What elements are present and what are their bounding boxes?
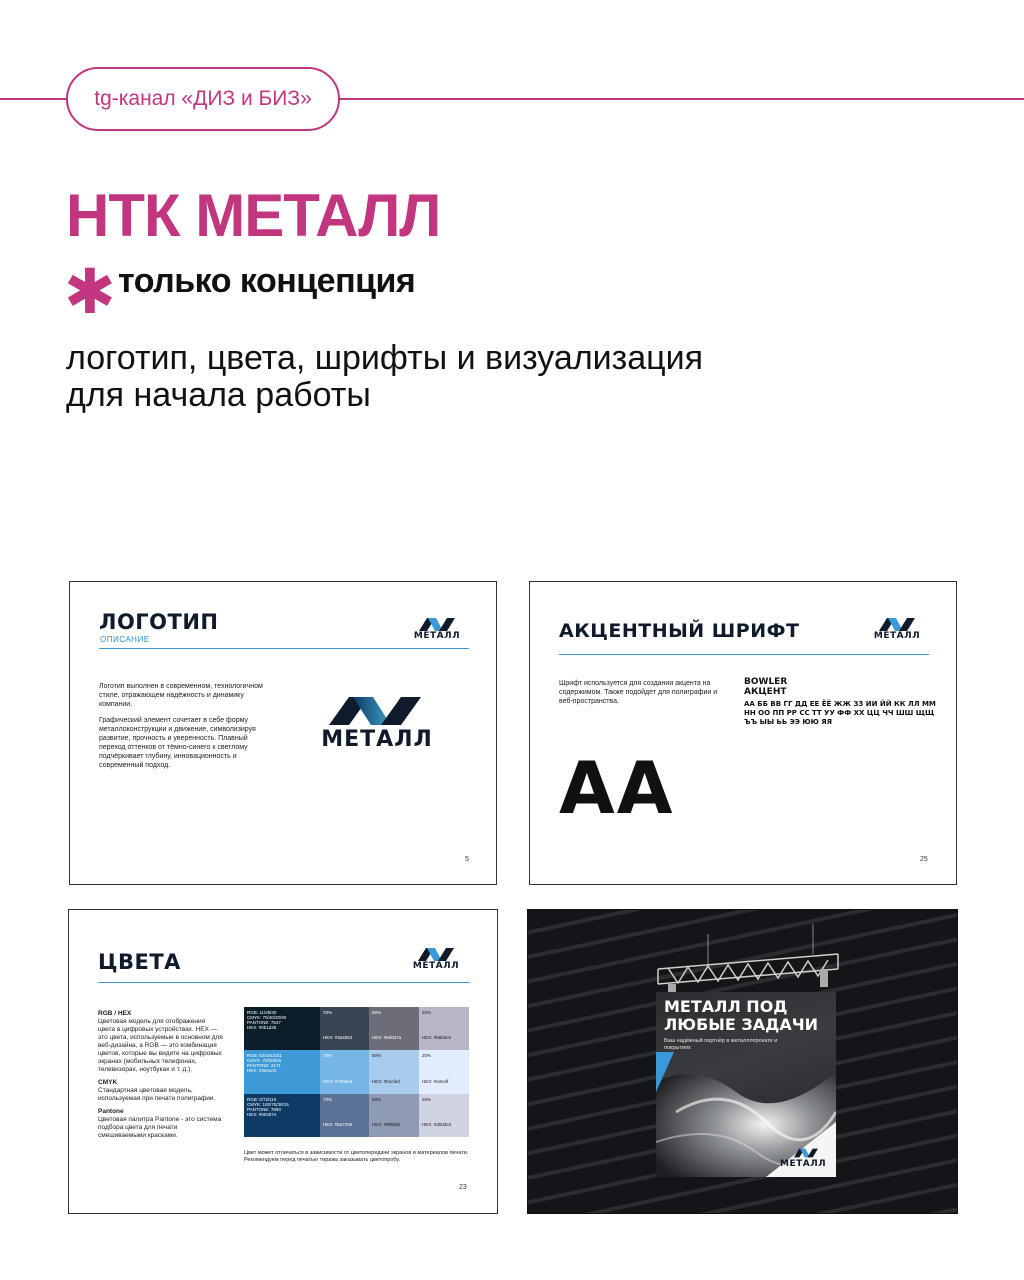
page-title: НТК МЕТАЛЛ <box>66 182 441 249</box>
tint-hex: HEX: #6d6d7a <box>372 1035 402 1041</box>
color-swatch-tint <box>320 1094 369 1137</box>
pantone-title: Pantone <box>98 1108 124 1115</box>
poster-title: МЕТАЛЛ ПОД ЛЮБЫЕ ЗАДАЧИ <box>664 997 819 1034</box>
tint-percent: 20% <box>422 1053 432 1059</box>
slide-heading: ЛОГОТИП <box>99 610 219 634</box>
logo-mark-icon <box>794 1148 818 1158</box>
font-family-name: BOWLER <box>744 677 788 687</box>
tint-hex: HEX: #b6b6c5 <box>422 1035 452 1041</box>
description-line-1: логотип, цвета, шрифты и визуализация <box>66 339 704 377</box>
big-logo <box>299 697 455 753</box>
color-swatch-tint <box>369 1094 419 1137</box>
logo-wordmark: МЕТАЛЛ <box>321 727 433 752</box>
tint-hex: HEX: #8f9bb5 <box>372 1121 401 1127</box>
color-note: Цвет может отличаться в зависимости от цветопередачи экранов и материалов печати. Рекомендуем перед печатью тиража заказывать цветопробу. <box>244 1150 469 1163</box>
cmyk-title: CMYK <box>98 1079 118 1086</box>
page-number: 5 <box>465 856 469 863</box>
tint-percent: 70% <box>323 1096 333 1102</box>
slide-logo <box>69 581 497 885</box>
color-swatch-tint <box>369 1050 419 1093</box>
tint-percent: 50% <box>372 1053 382 1059</box>
mini-logo <box>405 618 469 644</box>
poster-subtitle: Ваш надёжный партнёр в металлопрокате и покрытиях <box>664 1038 778 1051</box>
color-swatch-base: RGB: 62/161/201 CMYK: 70/20/0/0 PANTONE: 2171 HEX: #3ea1c9 <box>244 1050 320 1093</box>
tint-percent: 50% <box>372 1096 382 1102</box>
color-swatch-tint <box>320 1007 369 1050</box>
color-swatch-tint <box>419 1007 469 1050</box>
color-palette-grid <box>244 1007 469 1137</box>
color-swatch-tint <box>419 1094 469 1137</box>
slide-rule <box>559 654 929 655</box>
logo-paragraph-1: Логотип выполнен в современном, технологичном стиле, отражающем надёжность и динамику компании. <box>99 683 263 708</box>
color-swatch-tint <box>419 1050 469 1093</box>
channel-badge-label: tg-канал «ДИЗ и БИЗ» <box>94 87 312 110</box>
color-models-text <box>98 1010 223 1140</box>
tint-percent: 70% <box>323 1010 333 1015</box>
logo-paragraph-2: Графический элемент сочетает в себе форму металлоконструкции и движение, символизируя развитие, прочность и уверенность. Плавный переход оттенков от тёмно-синего к светлому подчёркивает глубину, инновационность и современный подход. <box>99 717 256 769</box>
page-subtitle: только концепция <box>118 262 416 300</box>
color-swatch-tint <box>369 1007 419 1050</box>
slide-poster-mockup <box>527 909 958 1214</box>
logo-mark-icon <box>879 618 915 631</box>
page-number: 23 <box>459 1184 467 1191</box>
slide-heading: ЦВЕТА <box>98 950 181 974</box>
tint-hex: HEX: #d0d3e2 <box>422 1121 452 1127</box>
slide-rule <box>99 648 469 649</box>
slide-colors <box>68 909 498 1214</box>
color-swatch-tint <box>320 1050 369 1093</box>
tint-hex: HEX: #b1cfed <box>372 1078 400 1084</box>
logo-mark-icon <box>329 697 421 725</box>
slide-rule <box>98 982 470 983</box>
logo-wordmark: МЕТАЛЛ <box>413 631 461 641</box>
tint-hex: HEX: #e2ecff <box>422 1078 449 1084</box>
font-role: АКЦЕНТ <box>744 687 787 697</box>
poster <box>656 992 836 1177</box>
rgb-text: Цветовая модель для отображения цвета в цифровых устройствах. HEX — это цвета, используемые в основном для веб-дизайна, а RGB — это комбинация цветов, которые вы видите на цифровых экранах (мобильных телефонах, телевизорах, ноутбуках и т. д.). <box>98 1018 223 1073</box>
font-paragraph: Шрифт используется для создания акцента на содержимом. Также подойдет для полиграфии и веб-пространства. <box>559 680 718 705</box>
color-swatch-base: RGB: 11/29/40 CMYK: 70/40/20/90 PANTONE: 7547 HEX: #0b1d28 <box>244 1007 320 1050</box>
slide-font <box>529 581 957 885</box>
tint-percent: 70% <box>323 1053 333 1059</box>
font-charset: АА ББ ВВ ГГ ДД ЕЕ ЁЁ ЖЖ ЗЗ ИИ ЙЙ КК ЛЛ ММ НН ОО ПП РР СС ТТ УУ ФФ ХХ ЦЦ ЧЧ ШШ ЩЩ ЪЪ ЫЫ ЬЬ ЭЭ ЮЮ ЯЯ <box>744 700 936 726</box>
page-description <box>66 340 826 414</box>
mini-logo <box>865 618 929 644</box>
color-swatch-base: RGB: 0/72/116 CMYK: 100/70/30/15 PANTONE: 7693 HEX: #004874 <box>244 1094 320 1137</box>
logo-mark-icon <box>418 948 454 961</box>
font-name <box>744 677 787 697</box>
tint-hex: HEX: #5a7296 <box>323 1121 353 1127</box>
slide-subheading: ОПИСАНИЕ <box>100 635 150 644</box>
pantone-text: Цветовая палитра Pantone - это система подбора цвета для печати смешиваемыми красками. <box>98 1116 222 1139</box>
tint-percent: 50% <box>372 1010 382 1015</box>
tint-hex: HEX: #3a4553 <box>323 1035 353 1041</box>
slide-heading: АКЦЕНТНЫЙ ШРИФТ <box>559 620 800 642</box>
tint-hex: HEX: #76b6e6 <box>323 1078 353 1084</box>
description-line-2: для начала работы <box>66 376 371 414</box>
rgb-title: RGB / HEX <box>98 1010 132 1017</box>
asterisk-icon: ✱ <box>64 258 116 327</box>
logo-mark-icon <box>419 618 455 631</box>
tint-percent: 20% <box>422 1096 432 1102</box>
channel-badge <box>66 67 340 131</box>
cmyk-text: Стандартная цветовая модель, используемая при печати полиграфии. <box>98 1087 216 1102</box>
page-number: 25 <box>920 856 928 863</box>
mini-logo <box>404 948 468 974</box>
font-sample: АА <box>559 746 675 830</box>
logo-wordmark: МЕТАЛЛ <box>412 961 460 971</box>
tint-percent: 20% <box>422 1010 432 1015</box>
logo-wordmark: МЕТАЛЛ <box>873 631 921 641</box>
poster-logo-wordmark: МЕТАЛЛ <box>780 1159 827 1169</box>
